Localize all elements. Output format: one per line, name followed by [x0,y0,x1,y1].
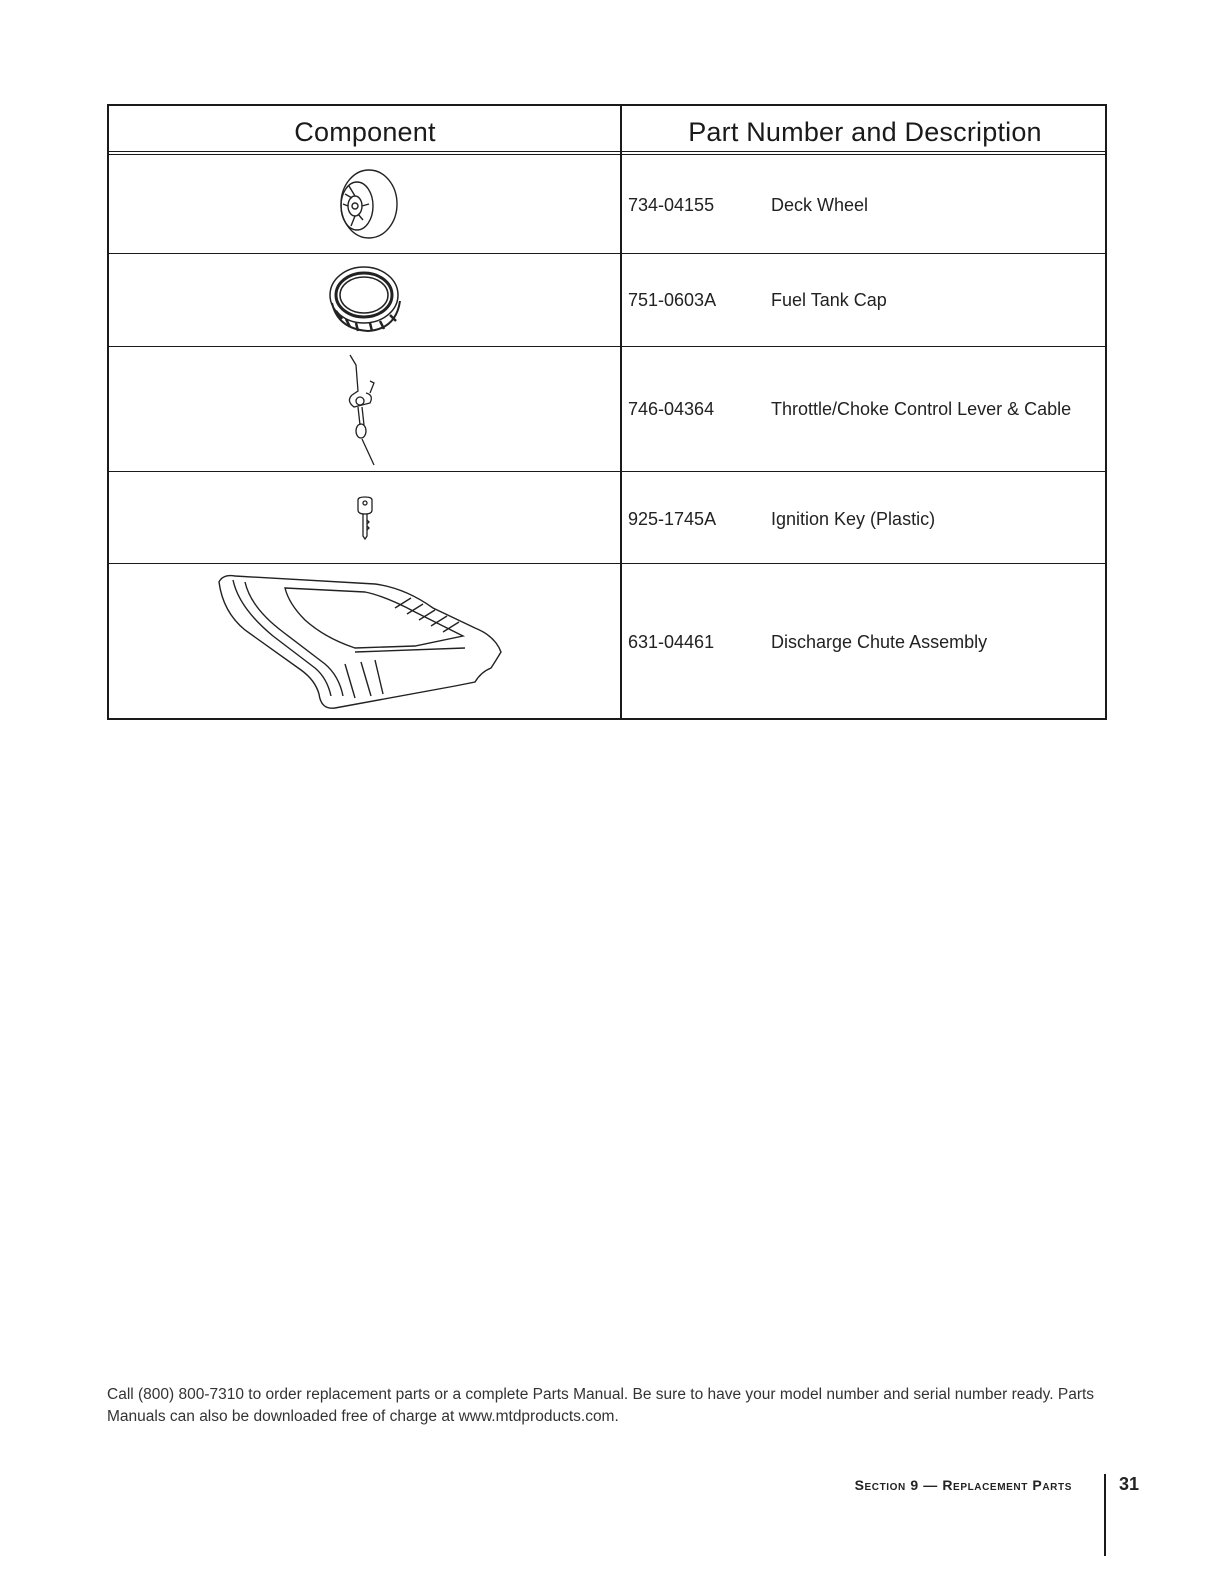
table-row [109,347,1105,472]
part-number: 631-04461 [628,632,715,652]
footer-note: Call (800) 800-7310 to order replacement parts or a complete Parts Manual. Be sure to have your model number and serial number ready. Parts Manuals can also be downloaded free of charge at www.mtdproducts.com. [107,1386,1095,1425]
part-description: Ignition Key (Plastic) [771,509,936,529]
part-number: 925-1745A [628,509,717,529]
table-row [109,472,1105,564]
table-row [109,564,1105,720]
part-number: 751-0603A [628,290,717,310]
table-row [109,254,1105,347]
section-title: Section 9 — Replacement Parts [854,1477,1072,1493]
header-part-number-description: Part Number and Description [688,117,1042,147]
part-description: Deck Wheel [771,195,869,215]
discharge-chute-illustration [109,564,620,720]
part-description: Discharge Chute Assembly [771,632,988,652]
table-header [109,106,1105,155]
fuel-tank-cap-illustration [109,254,620,346]
part-description: Throttle/Choke Control Lever & Cable [771,399,1072,419]
table-row [109,155,1105,254]
deck-wheel-illustration [109,155,620,253]
ignition-key-illustration [109,472,620,563]
footer-divider [1104,1474,1106,1556]
page-number: 31 [1119,1474,1140,1494]
throttle-lever-illustration [109,347,620,471]
part-description: Fuel Tank Cap [771,290,887,310]
part-number: 746-04364 [628,399,715,419]
part-number: 734-04155 [628,195,715,215]
parts-table [107,104,1107,720]
header-component: Component [294,117,436,147]
